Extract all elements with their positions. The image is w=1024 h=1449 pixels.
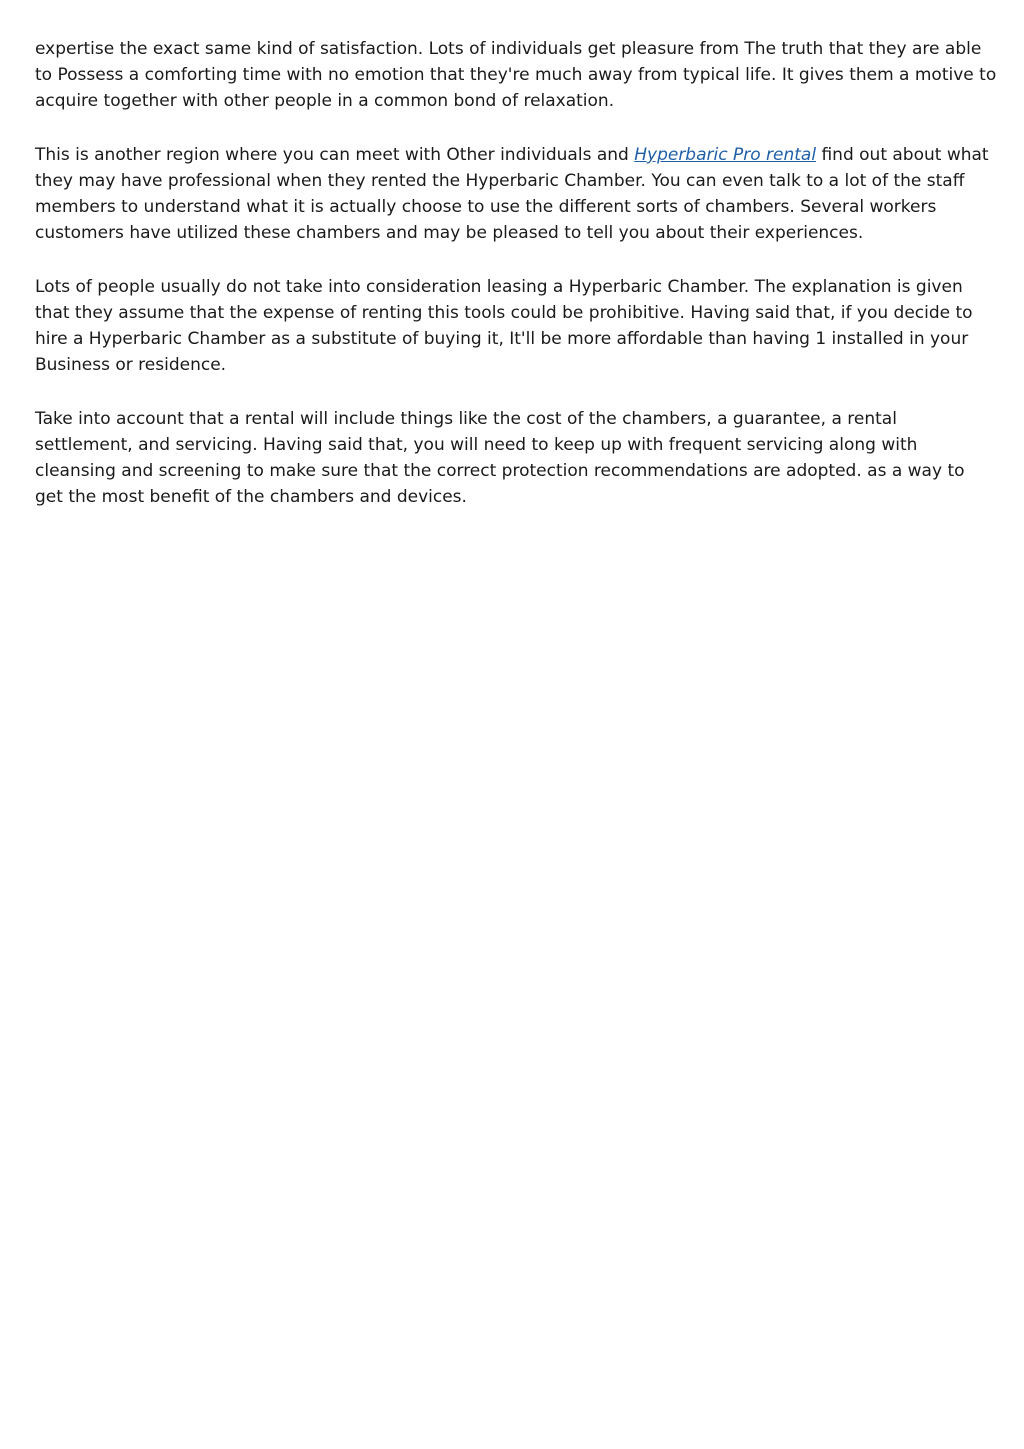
hyperbaric-pro-rental-link[interactable]: Hyperbaric Pro rental	[634, 145, 817, 165]
paragraph-2-text-after: find out about what they may have professional when they rented the Hyperbaric Chamber. You can even talk to a lot of the staff members to understand what it is actually choose to use the different sorts of chambers. Several workers customers have utilized these chambers and may be pleased to tell you about their experiences.	[35, 145, 989, 243]
paragraph-2	[35, 142, 997, 246]
document-body	[35, 36, 997, 538]
paragraph-4: Take into account that a rental will include things like the cost of the chambers, a guarantee, a rental settlement, and servicing. Having said that, you will need to keep up with frequent servicing along with cleansing and screening to make sure that the correct protection recommendations are adopted. as a way to get the most benefit of the chambers and devices.	[35, 409, 965, 507]
paragraph-2-text-before: This is another region where you can meet with Other individuals and	[35, 145, 635, 165]
paragraph-3: Lots of people usually do not take into consideration leasing a Hyperbaric Chamber. The explanation is given that they assume that the expense of renting this tools could be prohibitive. Having said that, if you decide to hire a Hyperbaric Chamber as a substitute of buying it, It'll be more affordable than having 1 installed in your Business or residence.	[35, 277, 973, 375]
paragraph-1: expertise the exact same kind of satisfaction. Lots of individuals get pleasure from The truth that they are able to Possess a comforting time with no emotion that they're much away from typical life. It gives them a motive to acquire together with other people in a common bond of relaxation.	[35, 39, 997, 111]
